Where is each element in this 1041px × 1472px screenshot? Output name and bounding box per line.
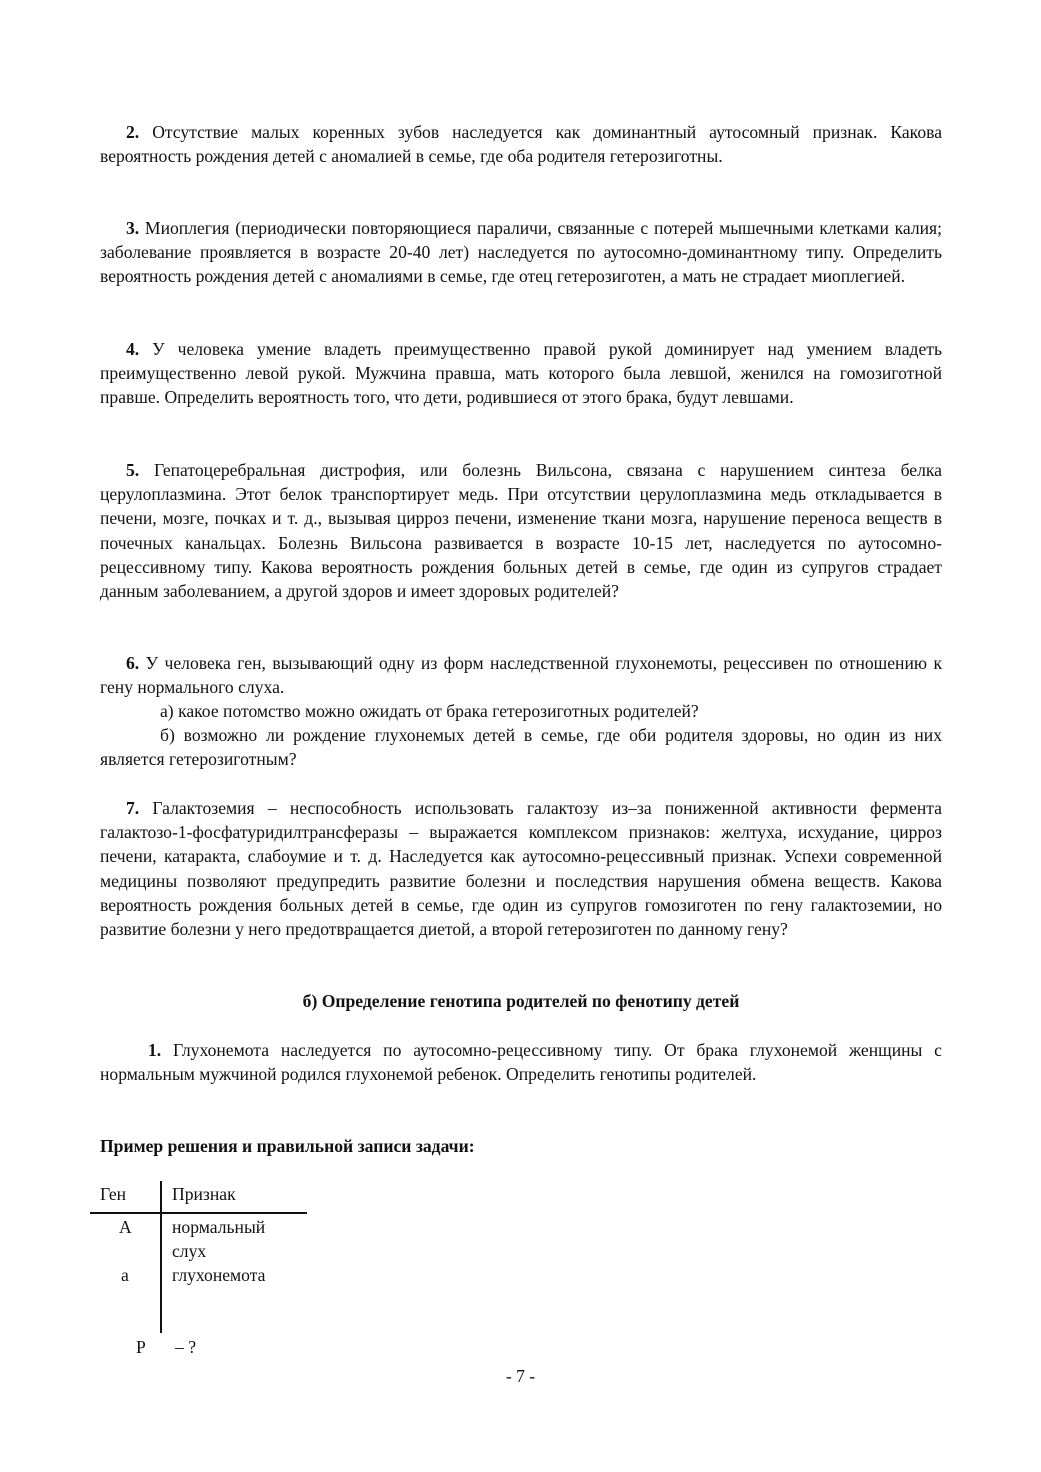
problem-text: Галактоземия – неспособность использовать галактозу из–за пониженной активности фермента галактозо-1-фосфатуридилтрансферазы – выражается комплексом признаков: желтуха, исхудание, цирроз печени, катаракта, слабоумие и т. д. Наследуется как аутосомно-рецессивный признак. Успехи современной медицины позволяют предупредить развитие болезни и последствия нарушения обмена веществ. Какова вероятность рождения больных детей в семье, где один из супругов гомозиготен по гену галактоземии, но развитие болезни у него предотвращается диетой, а второй гетерозиготен по данному гену? [100, 798, 942, 940]
problem-text: Миоплегия (периодически повторяющиеся параличи, связанные с потерей мышечными клетками калия; заболевание проявляется в возрасте 20-40 лет) наследуется по аутосомно-доминантному типу. Определить вероятность рождения детей с аномалиями в семье, где отец гетерозиготен, а мать не страдает миоплегией. [100, 218, 942, 287]
gene-trait-table [90, 1181, 308, 1341]
page-number: - 7 - [505, 1366, 536, 1386]
example-heading: Пример решения и правильной записи задачи: [100, 1136, 475, 1156]
problem-text: У человека умение владеть преимущественно правой рукой доминирует над умением владеть преимущественно левой рукой. Мужчина правша, мать которого была левшой, женился на гомозиготной правше. Определить вероятность того, что дети, родившиеся от этого брака, будут левшами. [100, 339, 942, 408]
parents-value: – ? [175, 1337, 197, 1357]
table-header-trait: Признак [172, 1184, 236, 1204]
problem-text: Гепатоцеребральная дистрофия, или болезнь Вильсона, связана с нарушением синтеза белка церулоплазмина. Этот белок транспортирует медь. При отсутствии церулоплазмина медь откладывается в печени, мозге, почках и т. д., вызывая цирроз печени, изменение ткани мозга, нарушение переноса веществ в почечных канальцах. Болезнь Вильсона развивается в возрасте 10-15 лет, наследуется по аутосомно-рецессивному типу. Какова вероятность рождения больных детей в семье, где один из супругов страдает данным заболеванием, а другой здоров и имеет здоровых родителей? [100, 460, 942, 602]
problem-6-sub-a: а) какое потомство можно ожидать от брака гетерозиготных родителей? [160, 701, 699, 721]
problem-number: 1. [148, 1040, 162, 1060]
problem-number: 4. [126, 339, 140, 359]
table-vertical-divider [160, 1181, 162, 1333]
table-cell-trait: глухонемота [172, 1265, 266, 1285]
problem-number: 5. [126, 460, 140, 480]
table-cell-gene: а [121, 1265, 129, 1285]
problem-2 [100, 120, 942, 168]
table-horizontal-divider [90, 1212, 307, 1214]
table-header-gene: Ген [100, 1184, 127, 1204]
problem-number: 2. [126, 122, 140, 142]
problem-text: Отсутствие малых коренных зубов наследуется как доминантный аутосомный признак. Какова вероятность рождения детей с аномалией в семье, где оба родителя гетерозиготны. [100, 122, 942, 167]
problem-3 [100, 216, 942, 289]
problem-text: Глухонемота наследуется по аутосомно-рецессивному типу. От брака глухонемой женщины с нормальным мужчиной родился глухонемой ребенок. Определить генотипы родителей. [100, 1040, 942, 1085]
section-b-problem-1 [100, 1038, 942, 1086]
problem-7 [100, 796, 942, 941]
problem-text: У человека ген, вызывающий одну из форм наследственной глухонемоты, рецессивен по отношению к гену нормального слуха. [100, 653, 942, 698]
table-cell-gene: А [119, 1217, 132, 1237]
parents-label: P [136, 1337, 146, 1357]
problem-number: 6. [126, 653, 140, 673]
problem-number: 7. [126, 798, 140, 818]
problem-6-sub-b: б) возможно ли рождение глухонемых детей в семье, где оби родителя здоровы, но один из них является гетерозиготным? [100, 725, 942, 770]
problem-6 [100, 651, 942, 699]
section-heading: б) Определение генотипа родителей по фенотипу детей [302, 991, 740, 1011]
table-cell-trait: нормальный [172, 1217, 266, 1237]
problem-4 [100, 337, 942, 410]
table-cell-trait: слух [172, 1241, 207, 1261]
problem-5 [100, 458, 942, 603]
problem-number: 3. [126, 218, 140, 238]
